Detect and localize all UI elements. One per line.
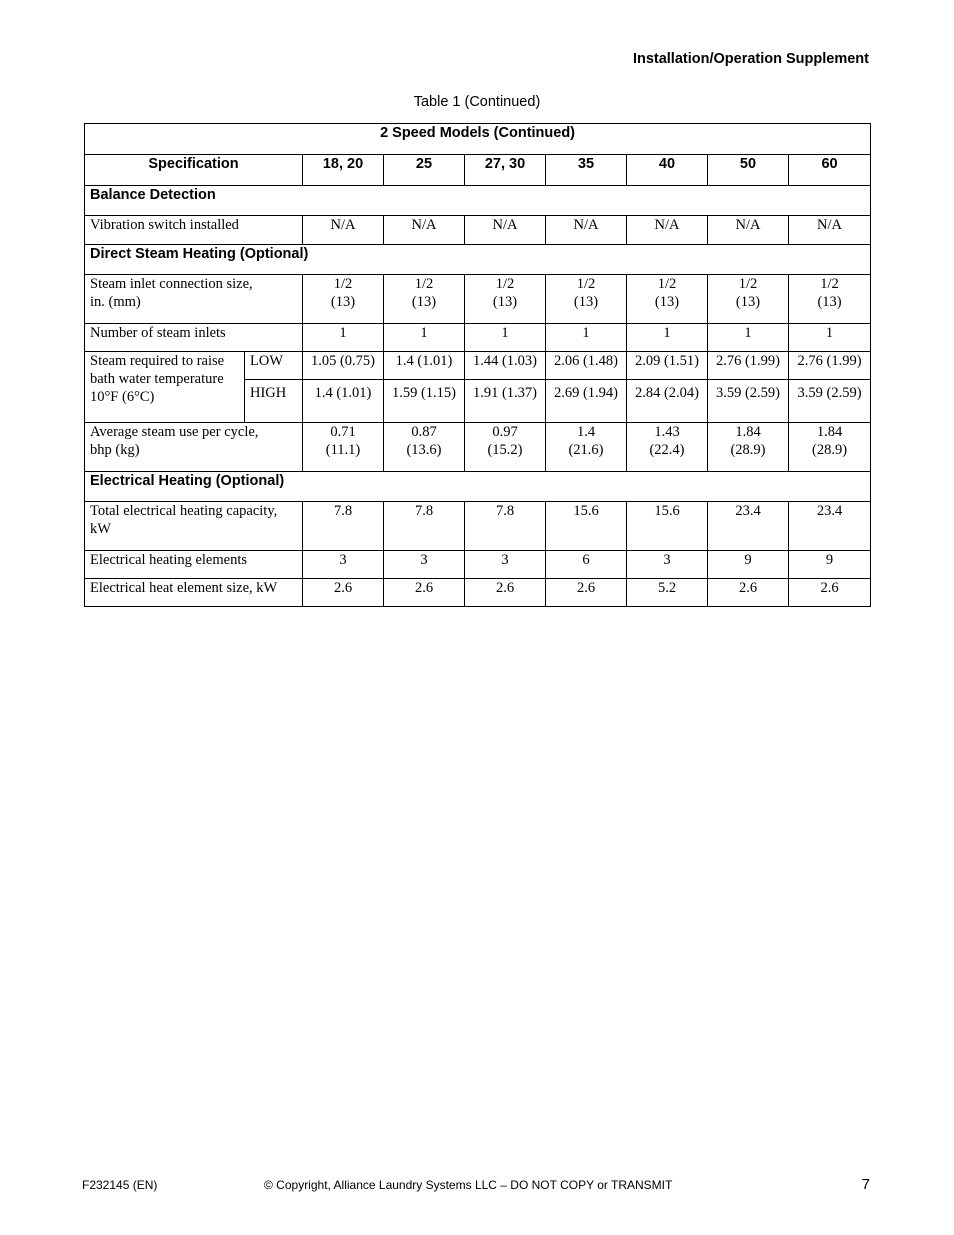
table-cell: 5.2: [627, 579, 708, 607]
cell-line: 1/2: [657, 276, 677, 292]
column-header: 35: [546, 155, 627, 186]
table-row: [85, 352, 871, 380]
table-cell: 15.6: [627, 502, 708, 551]
table-cell: 2.09 (1.51): [627, 352, 708, 380]
table-cell: N/A: [708, 216, 789, 245]
table-cell: 9: [708, 551, 789, 579]
cell-line: (13.6): [406, 442, 442, 458]
row-label: [85, 275, 303, 324]
table-cell: 1: [546, 324, 627, 352]
table-cell: 1: [303, 324, 384, 352]
table-cell: 15.6: [546, 502, 627, 551]
table-cell: N/A: [789, 216, 871, 245]
table-cell: 3.59 (2.59): [708, 380, 789, 423]
table-caption: Table 1 (Continued): [413, 94, 541, 110]
column-header: 18, 20: [303, 155, 384, 186]
table-cell: 1: [627, 324, 708, 352]
table-cell: [384, 275, 465, 324]
table-cell: [303, 275, 384, 324]
table-cell: 3: [384, 551, 465, 579]
row-label: [85, 423, 303, 472]
table-cell: [384, 423, 465, 472]
row-label-line: bhp (kg): [90, 442, 140, 458]
table-cell: 2.6: [303, 579, 384, 607]
table-cell: 3: [303, 551, 384, 579]
cell-line: (13): [573, 294, 599, 310]
cell-line: (11.1): [325, 442, 361, 458]
table-cell: 1.05 (0.75): [303, 352, 384, 380]
row-label-line: bath water temperature: [90, 371, 224, 387]
table-cell: 2.69 (1.94): [546, 380, 627, 423]
table-cell: N/A: [546, 216, 627, 245]
cell-line: (13): [330, 294, 356, 310]
table-cell: N/A: [465, 216, 546, 245]
row-sublabel-low: LOW: [245, 352, 303, 380]
table-cell: 3.59 (2.59): [789, 380, 871, 423]
column-header: 25: [384, 155, 465, 186]
table-cell: 1: [708, 324, 789, 352]
table-cell: 3: [465, 551, 546, 579]
table-cell: [789, 423, 871, 472]
cell-line: (13): [492, 294, 518, 310]
table-cell: 2.76 (1.99): [789, 352, 871, 380]
cell-line: 1/2: [495, 276, 515, 292]
row-label-line: Steam required to raise: [90, 353, 225, 369]
cell-line: 1.84: [816, 424, 843, 440]
table-cell: 2.6: [465, 579, 546, 607]
table-cell: N/A: [627, 216, 708, 245]
table-row: [85, 502, 871, 551]
table-cell: 2.6: [789, 579, 871, 607]
row-label-line: kW: [90, 521, 111, 537]
table-cell: [465, 275, 546, 324]
table-cell: N/A: [303, 216, 384, 245]
cell-line: 1.4: [576, 424, 596, 440]
table-title: 2 Speed Models (Continued): [85, 124, 871, 155]
table-cell: [627, 423, 708, 472]
row-label: Electrical heating elements: [85, 551, 303, 579]
cell-line: 1.43: [654, 424, 680, 440]
table-cell: 1.4 (1.01): [303, 380, 384, 423]
table-cell: 7.8: [384, 502, 465, 551]
cell-line: (28.9): [730, 442, 766, 458]
cell-line: 1/2: [414, 276, 434, 292]
table-cell: 1: [789, 324, 871, 352]
footer-document-number: F232145 (EN): [82, 1178, 158, 1192]
table-cell: 6: [546, 551, 627, 579]
row-label-line: Total electrical heating capacity,: [90, 503, 278, 519]
row-label-line: Average steam use per cycle,: [90, 424, 259, 440]
row-label: Number of steam inlets: [85, 324, 303, 352]
table-cell: 2.84 (2.04): [627, 380, 708, 423]
cell-line: 0.87: [411, 424, 437, 440]
column-header: 50: [708, 155, 789, 186]
table-row: [85, 423, 871, 472]
table-cell: 7.8: [465, 502, 546, 551]
cell-line: (13): [817, 294, 842, 310]
table-cell: 1: [465, 324, 546, 352]
table-cell: 9: [789, 551, 871, 579]
cell-line: 1/2: [576, 276, 596, 292]
cell-line: (15.2): [487, 442, 523, 458]
section-header-balance: Balance Detection: [85, 186, 871, 216]
table-cell: 23.4: [789, 502, 871, 551]
cell-line: (13): [735, 294, 761, 310]
table-row: [85, 324, 871, 352]
cell-line: 1/2: [333, 276, 353, 292]
row-label-line: 10°F (6°C): [90, 389, 155, 405]
table-row: [85, 216, 871, 245]
table-cell: 2.6: [384, 579, 465, 607]
table-cell: 2.06 (1.48): [546, 352, 627, 380]
row-label: Electrical heat element size, kW: [85, 579, 303, 607]
footer-copyright: © Copyright, Alliance Laundry Systems LLC – DO NOT COPY or TRANSMIT: [264, 1178, 673, 1192]
column-header: 40: [627, 155, 708, 186]
table-cell: [546, 423, 627, 472]
row-label-line: in. (mm): [90, 294, 141, 310]
section-header-steam: Direct Steam Heating (Optional): [85, 245, 871, 275]
table-cell: 1.59 (1.15): [384, 380, 465, 423]
table-cell: 23.4: [708, 502, 789, 551]
cell-line: 1/2: [738, 276, 758, 292]
column-header: 60: [789, 155, 871, 186]
column-header: Specification: [85, 155, 303, 186]
cell-line: (21.6): [568, 442, 604, 458]
table-cell: [465, 423, 546, 472]
table-cell: 2.6: [708, 579, 789, 607]
row-sublabel-high: HIGH: [245, 380, 303, 423]
cell-line: 1/2: [820, 276, 839, 292]
row-label: [85, 502, 303, 551]
table-cell: [627, 275, 708, 324]
table-cell: [789, 275, 871, 324]
table-cell: [303, 423, 384, 472]
column-header: 27, 30: [465, 155, 546, 186]
table-cell: [546, 275, 627, 324]
table-cell: 2.76 (1.99): [708, 352, 789, 380]
table-cell: 7.8: [303, 502, 384, 551]
cell-line: (13): [411, 294, 437, 310]
cell-line: (28.9): [812, 442, 848, 458]
page-header: Installation/Operation Supplement: [632, 51, 869, 67]
table-cell: 1.91 (1.37): [465, 380, 546, 423]
cell-line: 1.84: [735, 424, 761, 440]
page-number: 7: [861, 1176, 870, 1193]
table-cell: [708, 423, 789, 472]
table-cell: 1.4 (1.01): [384, 352, 465, 380]
table-cell: [708, 275, 789, 324]
section-header-electric: Electrical Heating (Optional): [85, 472, 871, 502]
cell-line: 0.97: [492, 424, 518, 440]
cell-line: (22.4): [649, 442, 685, 458]
table-cell: 1.44 (1.03): [465, 352, 546, 380]
row-label-line: Steam inlet connection size,: [90, 276, 253, 292]
specification-table: [84, 123, 871, 607]
cell-line: 0.71: [330, 424, 356, 440]
table-row: [85, 551, 871, 579]
table-row: [85, 579, 871, 607]
cell-line: (13): [654, 294, 680, 310]
row-label: Vibration switch installed: [85, 216, 303, 245]
table-cell: N/A: [384, 216, 465, 245]
table-cell: 2.6: [546, 579, 627, 607]
table-cell: 1: [384, 324, 465, 352]
table-cell: 3: [627, 551, 708, 579]
row-label: [85, 352, 245, 423]
table-row: [85, 275, 871, 324]
